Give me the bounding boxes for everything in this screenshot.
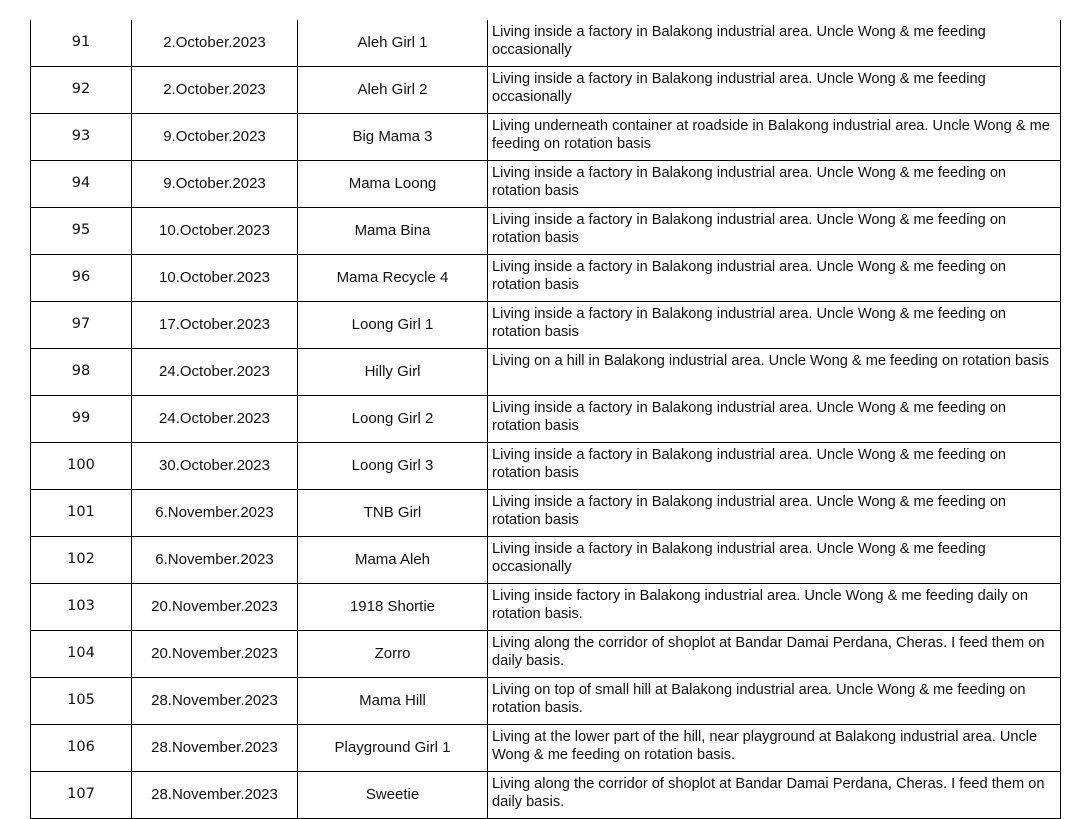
- row-name: 1918 Shortie: [298, 584, 488, 631]
- row-description: Living inside factory in Balakong industrial area. Uncle Wong & me feeding daily on rotation basis.: [488, 584, 1061, 631]
- row-number: 91: [31, 20, 132, 67]
- row-name: Zorro: [298, 631, 488, 678]
- row-description: Living inside a factory in Balakong industrial area. Uncle Wong & me feeding on rotation basis: [488, 302, 1061, 349]
- table-row: [31, 490, 1061, 537]
- row-description: Living inside a factory in Balakong industrial area. Uncle Wong & me feeding on rotation basis: [488, 490, 1061, 537]
- records-table: [30, 20, 1061, 819]
- table-row: [31, 161, 1061, 208]
- row-date: 2.October.2023: [132, 67, 298, 114]
- table-row: [31, 678, 1061, 725]
- row-name: TNB Girl: [298, 490, 488, 537]
- row-description: Living inside a factory in Balakong industrial area. Uncle Wong & me feeding occasionally: [488, 537, 1061, 584]
- row-number: 104: [31, 631, 132, 678]
- table-row: [31, 443, 1061, 490]
- table-row: [31, 255, 1061, 302]
- row-date: 17.October.2023: [132, 302, 298, 349]
- row-description: Living on a hill in Balakong industrial area. Uncle Wong & me feeding on rotation basis: [488, 349, 1061, 396]
- row-description: Living on top of small hill at Balakong industrial area. Uncle Wong & me feeding on rotation basis.: [488, 678, 1061, 725]
- row-date: 30.October.2023: [132, 443, 298, 490]
- row-number: 101: [31, 490, 132, 537]
- row-name: Playground Girl 1: [298, 725, 488, 772]
- row-description: Living inside a factory in Balakong industrial area. Uncle Wong & me feeding on rotation basis: [488, 443, 1061, 490]
- row-number: 98: [31, 349, 132, 396]
- table-row: [31, 20, 1061, 67]
- table-row: [31, 396, 1061, 443]
- row-description: Living inside a factory in Balakong industrial area. Uncle Wong & me feeding on rotation basis: [488, 396, 1061, 443]
- row-name: Loong Girl 3: [298, 443, 488, 490]
- table-row: [31, 631, 1061, 678]
- table-row: [31, 584, 1061, 631]
- row-name: Mama Loong: [298, 161, 488, 208]
- row-number: 96: [31, 255, 132, 302]
- row-number: 99: [31, 396, 132, 443]
- records-table-container: [30, 20, 1061, 819]
- row-number: 105: [31, 678, 132, 725]
- row-description: Living inside a factory in Balakong industrial area. Uncle Wong & me feeding occasionally: [488, 20, 1061, 67]
- row-name: Sweetie: [298, 772, 488, 819]
- row-number: 100: [31, 443, 132, 490]
- row-date: 6.November.2023: [132, 537, 298, 584]
- row-date: 24.October.2023: [132, 349, 298, 396]
- row-date: 28.November.2023: [132, 772, 298, 819]
- table-row: [31, 302, 1061, 349]
- table-row: [31, 725, 1061, 772]
- row-date: 20.November.2023: [132, 584, 298, 631]
- row-date: 28.November.2023: [132, 678, 298, 725]
- row-date: 20.November.2023: [132, 631, 298, 678]
- row-number: 103: [31, 584, 132, 631]
- row-description: Living underneath container at roadside in Balakong industrial area. Uncle Wong & me feeding on rotation basis: [488, 114, 1061, 161]
- row-description: Living at the lower part of the hill, near playground at Balakong industrial area. Uncle Wong & me feeding on rotation basis.: [488, 725, 1061, 772]
- row-date: 10.October.2023: [132, 208, 298, 255]
- row-number: 97: [31, 302, 132, 349]
- row-date: 10.October.2023: [132, 255, 298, 302]
- row-description: Living inside a factory in Balakong industrial area. Uncle Wong & me feeding on rotation basis: [488, 208, 1061, 255]
- row-name: Mama Aleh: [298, 537, 488, 584]
- row-number: 92: [31, 67, 132, 114]
- row-name: Mama Recycle 4: [298, 255, 488, 302]
- row-date: 9.October.2023: [132, 161, 298, 208]
- table-row: [31, 208, 1061, 255]
- table-row: [31, 67, 1061, 114]
- table-row: [31, 772, 1061, 819]
- row-name: Loong Girl 1: [298, 302, 488, 349]
- table-row: [31, 349, 1061, 396]
- row-name: Mama Bina: [298, 208, 488, 255]
- row-date: 28.November.2023: [132, 725, 298, 772]
- row-name: Hilly Girl: [298, 349, 488, 396]
- row-name: Big Mama 3: [298, 114, 488, 161]
- row-name: Aleh Girl 2: [298, 67, 488, 114]
- table-row: [31, 537, 1061, 584]
- row-number: 102: [31, 537, 132, 584]
- table-row: [31, 114, 1061, 161]
- row-description: Living inside a factory in Balakong industrial area. Uncle Wong & me feeding on rotation basis: [488, 161, 1061, 208]
- row-name: Loong Girl 2: [298, 396, 488, 443]
- row-number: 95: [31, 208, 132, 255]
- records-table-body: [31, 20, 1061, 819]
- row-description: Living inside a factory in Balakong industrial area. Uncle Wong & me feeding on rotation basis: [488, 255, 1061, 302]
- row-description: Living along the corridor of shoplot at Bandar Damai Perdana, Cheras. I feed them on daily basis.: [488, 772, 1061, 819]
- row-date: 6.November.2023: [132, 490, 298, 537]
- row-description: Living inside a factory in Balakong industrial area. Uncle Wong & me feeding occasionally: [488, 67, 1061, 114]
- row-date: 2.October.2023: [132, 20, 298, 67]
- row-date: 24.October.2023: [132, 396, 298, 443]
- row-name: Aleh Girl 1: [298, 20, 488, 67]
- row-number: 107: [31, 772, 132, 819]
- row-date: 9.October.2023: [132, 114, 298, 161]
- row-number: 94: [31, 161, 132, 208]
- row-name: Mama Hill: [298, 678, 488, 725]
- row-number: 106: [31, 725, 132, 772]
- row-description: Living along the corridor of shoplot at Bandar Damai Perdana, Cheras. I feed them on daily basis.: [488, 631, 1061, 678]
- row-number: 93: [31, 114, 132, 161]
